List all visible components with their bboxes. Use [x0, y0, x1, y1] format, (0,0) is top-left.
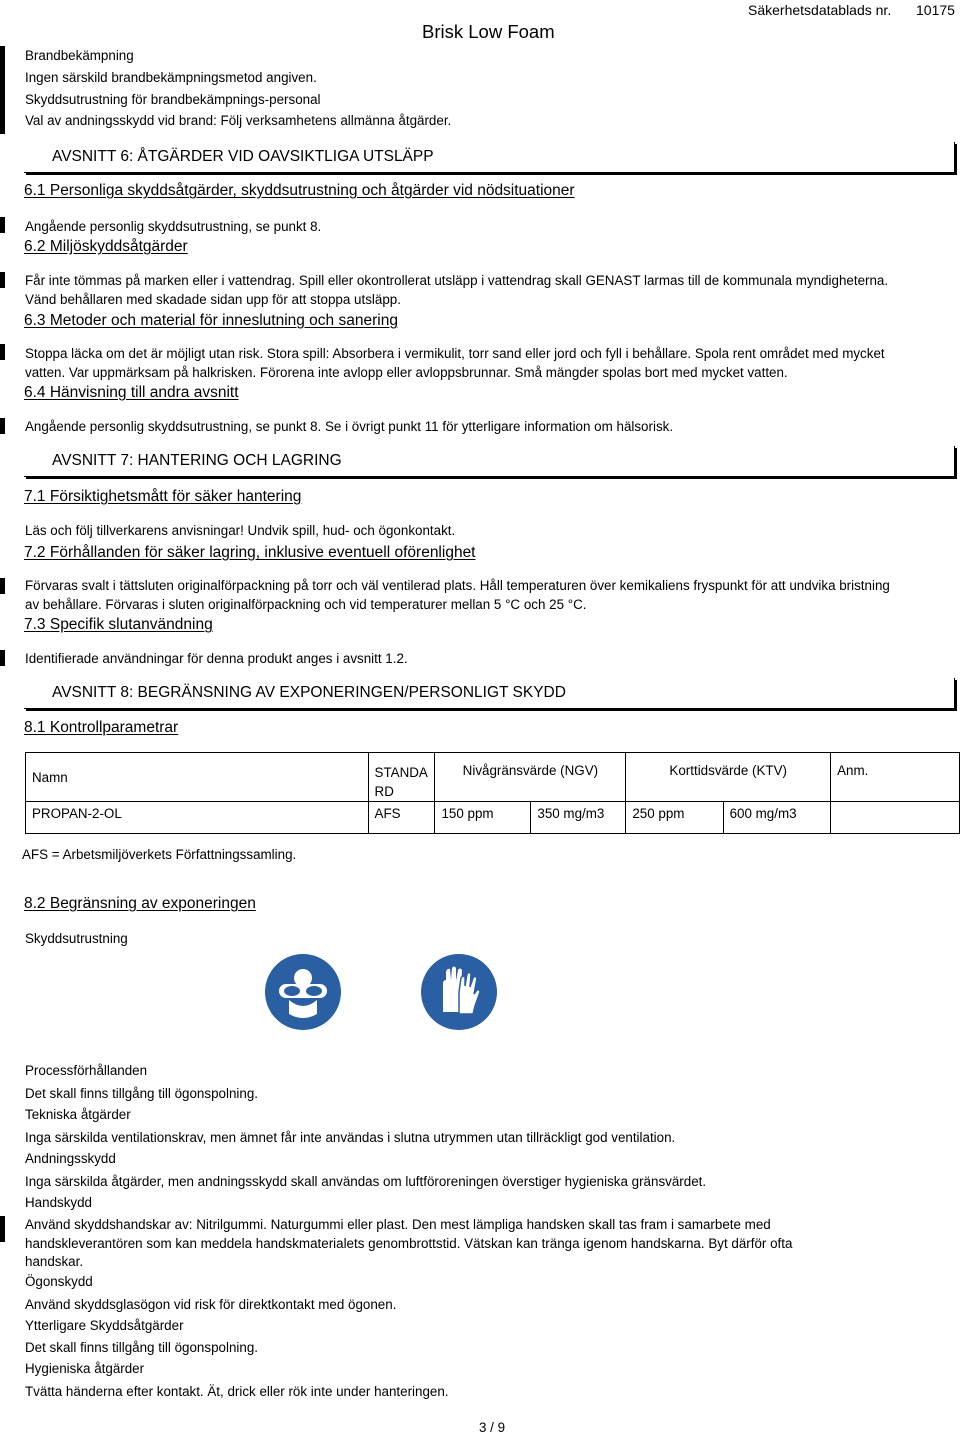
section-6-header — [24, 142, 955, 173]
section-8-header — [24, 678, 955, 709]
table-header-row — [26, 753, 960, 802]
process-label: Processförhållanden — [25, 1063, 148, 1078]
col-ktv-header: Korttidsvärde (KTV) — [626, 753, 831, 802]
page-number: 3 / 9 — [479, 1420, 506, 1435]
gloves-icon — [421, 954, 497, 1030]
hygiene-text: Tvätta händerna efter kontakt. Ät, drick eller rök inte under hanteringen. — [25, 1384, 449, 1399]
col-ngv-header: Nivågränsvärde (NGV) — [435, 753, 626, 802]
extra-text: Det skall finns tillgång till ögonspolning. — [25, 1340, 258, 1355]
fire-text: Ingen särskild brandbekämpningsmetod angiven. — [25, 70, 317, 85]
change-bar — [0, 272, 5, 288]
col-name-header: Namn — [26, 753, 369, 802]
cell-anm — [831, 802, 960, 834]
tech-label: Tekniska åtgärder — [25, 1107, 131, 1122]
change-bar — [0, 1216, 5, 1242]
eye-text: Använd skyddsglasögon vid risk för direktkontakt med ögonen. — [25, 1297, 397, 1312]
heading-7-1: 7.1 Försiktighetsmått för säker hantering — [24, 488, 302, 505]
change-bar — [0, 344, 5, 360]
cell-ktv-mg: 600 mg/m3 — [723, 802, 831, 834]
change-bar — [0, 217, 5, 233]
cell-name: PROPAN-2-OL — [26, 802, 369, 834]
heading-6-3: 6.3 Metoder och material för inneslutning och sanering — [24, 312, 398, 329]
heading-8-1: 8.1 Kontrollparametrar — [24, 719, 179, 736]
hygiene-label: Hygieniska åtgärder — [25, 1361, 145, 1376]
cell-standard: AFS — [368, 802, 435, 834]
heading-6-4: 6.4 Hänvisning till andra avsnitt — [24, 384, 239, 401]
cell-ngv-mg: 350 mg/m3 — [531, 802, 626, 834]
section-6-title: AVSNITT 6: ÅTGÄRDER VID OAVSIKTLIGA UTSLÄPP — [52, 148, 434, 165]
section-8-title: AVSNITT 8: BEGRÄNSNING AV EXPONERINGEN/PERSONLIGT SKYDD — [52, 684, 566, 701]
sds-label: Säkerhetsdatablads nr. — [748, 2, 892, 18]
change-bar — [0, 578, 5, 594]
exposure-limits-table — [25, 752, 960, 834]
section-7-header — [24, 446, 955, 477]
text-6-2: Får inte tömmas på marken eller i vattendrag. Spill eller okontrollerat utsläpp i vattendrag skall GENAST larmas till de kommunala myndigheterna. Vänd behållaren med skadade sidan upp för att stoppa utsläpp. — [25, 273, 889, 307]
goggles-icon — [265, 954, 341, 1030]
resp-label: Andningsskydd — [25, 1151, 116, 1166]
fire-ppe-heading: Skyddsutrustning för brandbekämpnings-personal — [25, 92, 321, 107]
change-bar — [0, 418, 5, 434]
sds-number: 10175 — [916, 2, 955, 18]
fire-ppe-text: Val av andningsskydd vid brand: Följ verksamhetens allmänna åtgärder. — [25, 113, 452, 128]
change-bar — [0, 46, 5, 134]
eye-label: Ögonskydd — [25, 1274, 93, 1289]
tech-text: Inga särskilda ventilationskrav, men ämnet får inte användas i slutna utrymmen utan tillräckligt god ventilation. — [25, 1130, 676, 1145]
resp-text: Inga särskilda åtgärder, men andningsskydd skall användas om luftföroreningen överstiger hygieniska gränsvärdet. — [25, 1174, 707, 1189]
extra-label: Ytterligare Skyddsåtgärder — [25, 1318, 184, 1333]
change-bar — [0, 650, 5, 666]
text-6-4: Angående personlig skyddsutrustning, se punkt 8. Se i övrigt punkt 11 för ytterligare information om hälsorisk. — [25, 419, 674, 434]
heading-7-2: 7.2 Förhållanden för säker lagring, inklusive eventuell oförenlighet — [24, 544, 476, 561]
text-7-3: Identifierade användningar för denna produkt anges i avsnitt 1.2. — [25, 651, 408, 666]
product-title: Brisk Low Foam — [422, 21, 555, 42]
heading-7-3: 7.3 Specifik slutanvändning — [24, 616, 213, 633]
text-7-2: Förvaras svalt i tättsluten originalförpackning på torr och väl ventilerad plats. Håll temperaturen över kemikaliens fryspunkt för att undvika bristning av behållare. Förvaras i sluten originalförpackning och vid temperaturer mellan 5 °C och 25 °C. — [25, 578, 890, 612]
heading-6-2: 6.2 Miljöskyddsåtgärder — [24, 238, 188, 255]
cell-ktv-ppm: 250 ppm — [626, 802, 723, 834]
heading-8-2: 8.2 Begränsning av exponeringen — [24, 895, 256, 912]
text-6-1: Angående personlig skyddsutrustning, se punkt 8. — [25, 219, 322, 234]
heading-6-1: 6.1 Personliga skyddsåtgärder, skyddsutrustning och åtgärder vid nödsituationer — [24, 182, 575, 199]
table-row — [26, 802, 960, 834]
hand-text: Använd skyddshandskar av: Nitrilgummi. Naturgummi eller plast. Den mest lämpliga handsken skall tas fram i samarbete med handskleverantören som kan meddela handskmaterialets genombrottstid. Vätskan kan tränga igenom handskarna. Byt därför ofta handskar. — [25, 1217, 793, 1269]
col-anm-header: Anm. — [831, 753, 960, 802]
section-7-title: AVSNITT 7: HANTERING OCH LAGRING — [52, 452, 342, 469]
hand-label: Handskydd — [25, 1195, 92, 1210]
fire-heading: Brandbekämpning — [25, 48, 134, 63]
process-text: Det skall finns tillgång till ögonspolning. — [25, 1086, 258, 1101]
col-standard-header: STANDARD — [368, 753, 435, 802]
cell-ngv-ppm: 150 ppm — [435, 802, 531, 834]
text-6-3: Stoppa läcka om det är möjligt utan risk. Stora spill: Absorbera i vermikulit, torr sand eller jord och fyll i behållare. Spola rent området med mycket vatten. Var uppmärksam på halkrisken. Förorena inte avlopp eller avloppsbrunnar. Små mängder spolas bort med mycket vatten. — [25, 346, 885, 380]
afs-note: AFS = Arbetsmiljöverkets Författningssamling. — [22, 847, 297, 862]
ppe-label: Skyddsutrustning — [25, 931, 128, 946]
text-7-1: Läs och följ tillverkarens anvisningar! Undvik spill, hud- och ögonkontakt. — [25, 523, 456, 538]
